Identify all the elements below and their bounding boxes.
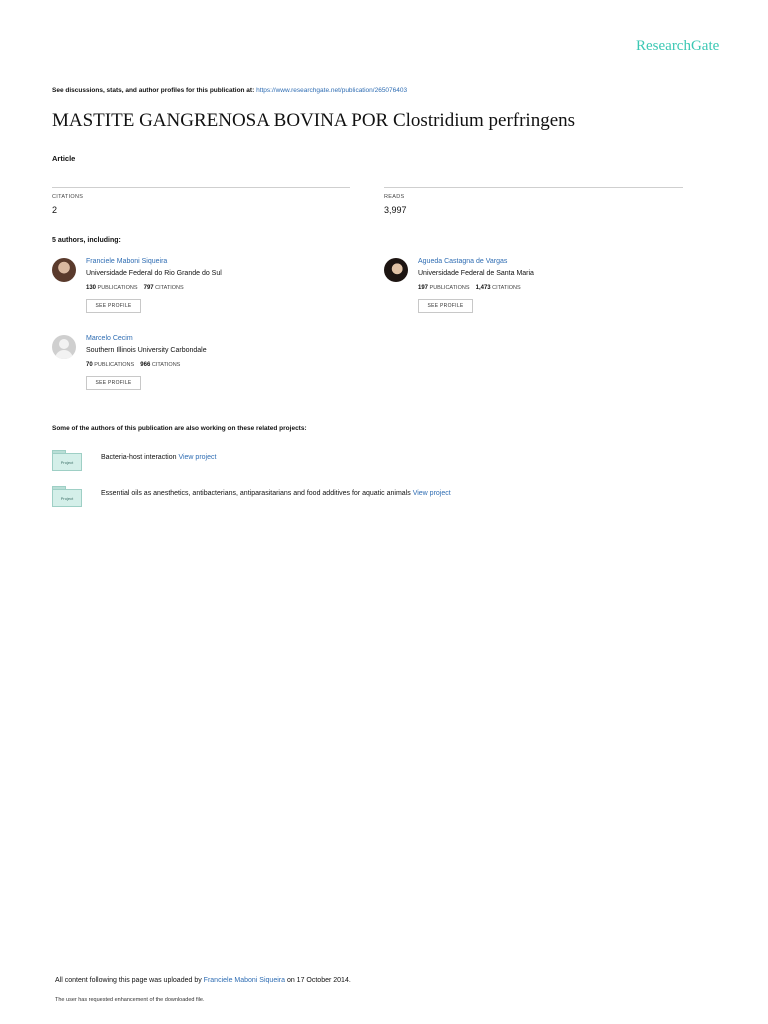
author-publications-count: 130 <box>86 285 97 291</box>
project-folder-icon[interactable]: Project <box>52 450 82 472</box>
project-text <box>101 454 216 461</box>
uploader-link[interactable]: Franciele Maboni Siqueira <box>203 977 285 984</box>
divider-citations <box>52 187 350 188</box>
author-institution: Southern Illinois University Carbondale <box>86 347 207 354</box>
upload-suffix: on 17 October 2014. <box>286 977 351 984</box>
author-avatar[interactable] <box>384 258 408 282</box>
publication-type: Article <box>52 154 76 163</box>
publication-url-link[interactable]: https://www.researchgate.net/publication/265076403 <box>256 87 408 94</box>
author-publications-label: PUBLICATIONS <box>94 362 135 368</box>
author-name-link[interactable]: Agueda Castagna de Vargas <box>418 258 508 265</box>
author-card <box>384 258 684 328</box>
authors-heading: 5 authors, including: <box>52 237 121 244</box>
author-publications-label: PUBLICATIONS <box>97 285 138 291</box>
author-avatar[interactable] <box>52 258 76 282</box>
related-projects-heading: Some of the authors of this publication are also working on these related projects: <box>52 425 307 432</box>
upload-prefix: All content following this page was uploaded by <box>55 977 202 984</box>
author-citations-label: CITATIONS <box>151 362 181 368</box>
citations-label: CITATIONS <box>52 194 84 200</box>
author-stats <box>86 285 184 291</box>
author-name-link[interactable]: Marcelo Cecim <box>86 335 133 342</box>
reads-label: READS <box>384 194 405 200</box>
author-citations-label: CITATIONS <box>155 285 184 291</box>
citations-value: 2 <box>52 205 58 215</box>
upload-note <box>55 977 351 984</box>
discussion-label: See discussions, stats, and author profiles for this publication at: <box>52 87 255 94</box>
reads-value: 3,997 <box>384 205 407 215</box>
see-profile-button[interactable]: SEE PROFILE <box>418 299 473 313</box>
project-item <box>52 450 652 476</box>
author-citations-count: 1,473 <box>475 285 491 291</box>
author-citations-count: 797 <box>143 285 154 291</box>
author-citations-count: 966 <box>140 362 151 368</box>
see-profile-button[interactable]: SEE PROFILE <box>86 299 141 313</box>
author-stats <box>418 285 521 291</box>
author-citations-label: CITATIONS <box>492 285 521 291</box>
default-user-icon[interactable] <box>52 335 76 359</box>
author-publications-label: PUBLICATIONS <box>429 285 470 291</box>
author-card <box>52 258 352 328</box>
author-institution: Universidade Federal do Rio Grande do Sul <box>86 270 222 277</box>
researchgate-logo[interactable]: ResearchGate <box>636 38 720 54</box>
divider-reads <box>384 187 683 188</box>
project-text <box>101 490 451 497</box>
view-project-link[interactable]: View project <box>412 490 451 497</box>
see-profile-button[interactable]: SEE PROFILE <box>86 376 141 390</box>
author-publications-count: 70 <box>86 362 93 368</box>
author-card <box>52 335 352 405</box>
project-item <box>52 486 652 512</box>
view-project-link[interactable]: View project <box>178 454 217 461</box>
project-title: Essential oils as anesthetics, antibacterians, antiparasitarians and food additives for aquatic animals <box>101 490 411 497</box>
enhancement-note: The user has requested enhancement of the downloaded file. <box>55 997 205 1003</box>
author-publications-count: 197 <box>418 285 429 291</box>
discussion-line <box>52 87 407 94</box>
author-name-link[interactable]: Franciele Maboni Siqueira <box>86 258 168 265</box>
project-folder-icon[interactable]: Project <box>52 486 82 508</box>
project-title: Bacteria-host interaction <box>101 454 177 461</box>
author-institution: Universidade Federal de Santa Maria <box>418 270 534 277</box>
publication-title: MASTITE GANGRENOSA BOVINA POR Clostridium perfringens <box>52 110 576 131</box>
author-stats <box>86 362 180 368</box>
